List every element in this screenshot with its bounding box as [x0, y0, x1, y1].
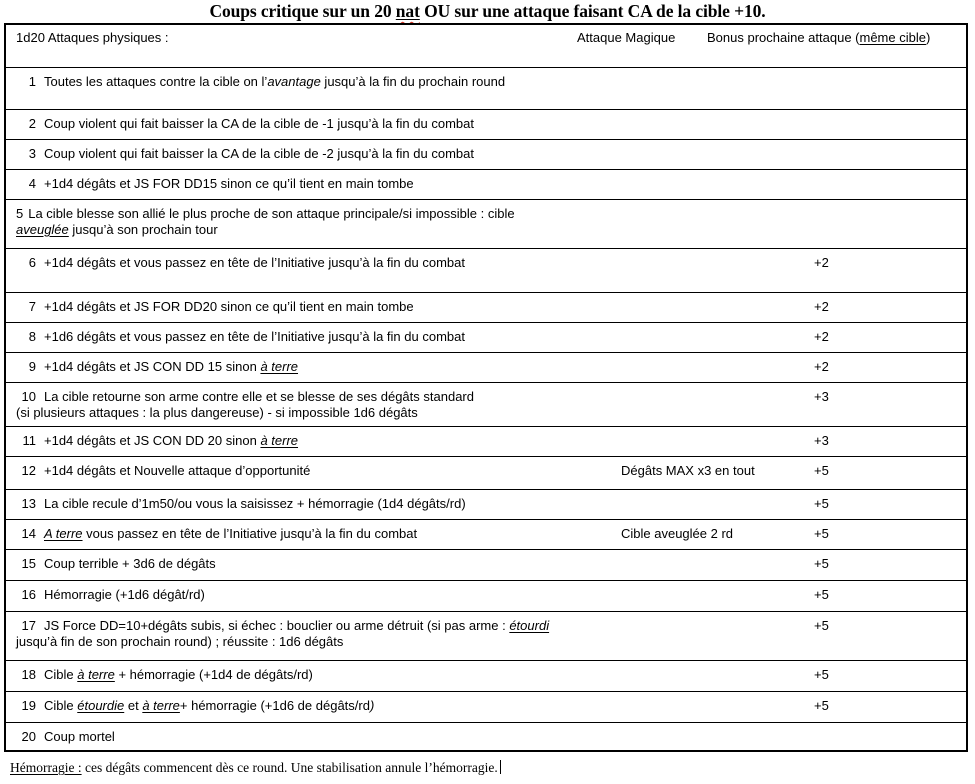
row-text-segment: aveuglée: [16, 222, 69, 237]
row-text-segment: Cible: [44, 667, 78, 682]
title-text-post: OU sur une attaque faisant CA de la cible +10.: [419, 1, 766, 21]
row-number: 3: [28, 146, 36, 161]
row-number: 4: [28, 176, 36, 191]
row-number: 17: [21, 618, 36, 633]
row-number: 9: [28, 359, 36, 374]
row-text: [16, 389, 696, 421]
table-row: [6, 292, 966, 322]
row-text: [16, 433, 696, 449]
row-text-segment: Toutes les attaques contre la cible on l’: [44, 74, 268, 89]
row-text-segment: avantage: [267, 74, 321, 89]
header-bonus-pre: Bonus prochaine attaque (: [707, 30, 860, 45]
row-number: 20: [21, 729, 36, 744]
row-text: [16, 496, 696, 512]
footnote-label: Hémorragie :: [10, 760, 82, 775]
row-text: [16, 359, 696, 375]
next-attack-bonus: +3: [814, 389, 829, 404]
row-text-segment: ): [369, 698, 375, 713]
table-row: [6, 611, 966, 660]
row-text: [16, 463, 696, 479]
table-row: [6, 580, 966, 611]
row-number: 18: [21, 667, 36, 682]
next-attack-bonus: +5: [814, 667, 829, 682]
row-text: [16, 299, 696, 315]
next-attack-bonus: +2: [814, 329, 829, 344]
next-attack-bonus: +5: [814, 698, 829, 713]
row-text-segment: +1d4 dégâts et JS FOR DD20 sinon ce qu’il tient en main tombe: [44, 299, 414, 314]
row-text-segment: étourdi: [509, 618, 550, 633]
row-text: [16, 176, 696, 192]
crit-table: [4, 23, 968, 752]
row-number: 14: [21, 526, 36, 541]
row-text-segment: +1d4 dégâts et JS CON DD 20 sinon: [44, 433, 261, 448]
next-attack-bonus: +5: [814, 618, 829, 633]
row-text: [16, 587, 696, 603]
row-text-segment: Coup mortel: [44, 729, 115, 744]
table-row: [6, 169, 966, 199]
table-row: [6, 456, 966, 489]
row-text: [16, 206, 696, 238]
next-attack-bonus: +5: [814, 587, 829, 602]
row-text-segment: jusqu’à fin de son prochain round) ; réussite : 1d6 dégâts: [16, 634, 344, 649]
footnote-text: ces dégâts commencent dès ce round. Une stabilisation annule l’hémorragie.: [81, 760, 498, 775]
row-number: 6: [28, 255, 36, 270]
row-text-segment: à terre: [260, 359, 299, 374]
row-text-segment: et: [124, 698, 143, 713]
row-number: 10: [21, 389, 36, 404]
next-attack-bonus: +5: [814, 526, 829, 541]
row-text: [16, 667, 696, 683]
row-number: 11: [22, 433, 36, 448]
row-text-segment: jusqu’à la fin du prochain round: [320, 74, 506, 89]
table-row: [6, 660, 966, 691]
row-number: 1: [28, 74, 36, 89]
next-attack-bonus: +5: [814, 556, 829, 571]
next-attack-bonus: +2: [814, 299, 829, 314]
page-title: [0, 1, 975, 22]
row-number: 8: [28, 329, 36, 344]
row-text-segment: (si plusieurs attaques : la plus dangereuse) - si impossible 1d6 dégâts: [16, 405, 418, 420]
row-text-segment: Hémorragie (+1d6 dégât/rd): [44, 587, 205, 602]
header-bonus-post: ): [925, 30, 931, 45]
row-number: 2: [28, 116, 36, 131]
row-number: 12: [21, 463, 36, 478]
text-cursor: [500, 760, 502, 774]
misspelled-word-underline: [396, 1, 420, 21]
header-bonus-underlined: même cible: [859, 30, 926, 45]
next-attack-bonus: +3: [814, 433, 829, 448]
table-row: [6, 722, 966, 750]
row-text-segment: +1d4 dégâts et JS FOR DD15 sinon ce qu’il tient en main tombe: [44, 176, 414, 191]
row-number: 16: [21, 587, 36, 602]
spellcheck-squiggle: nat: [395, 1, 420, 21]
row-text: [16, 556, 696, 572]
row-number: 15: [21, 556, 36, 571]
row-text-segment: + hémorragie (+1d4 de dégâts/rd): [114, 667, 313, 682]
row-text-segment: à terre: [77, 667, 115, 682]
row-text: [16, 146, 696, 162]
table-row: [6, 248, 966, 292]
row-number: 13: [21, 496, 36, 511]
row-number: 7: [28, 299, 36, 314]
row-number: 19: [21, 698, 36, 713]
row-text-segment: La cible blesse son allié le plus proche de son attaque principale/si impossible : cible: [28, 206, 515, 221]
row-text: [16, 255, 696, 271]
row-text-segment: Coup violent qui fait baisser la CA de la cible de -2 jusqu’à la fin du combat: [44, 146, 474, 161]
table-row: [6, 489, 966, 519]
row-text: [16, 74, 696, 90]
row-text: [16, 618, 696, 650]
next-attack-bonus: +2: [814, 255, 829, 270]
next-attack-bonus: +5: [814, 496, 829, 511]
table-row: [6, 352, 966, 382]
row-text-segment: +1d6 dégâts et vous passez en tête de l’Initiative jusqu’à la fin du combat: [44, 329, 465, 344]
row-text-segment: +1d4 dégâts et vous passez en tête de l’Initiative jusqu’à la fin du combat: [44, 255, 465, 270]
row-text-segment: JS Force DD=10+dégâts subis, si échec : bouclier ou arme détruit (si pas arme :: [44, 618, 510, 633]
row-text-segment: +1d4 dégâts et JS CON DD 15 sinon: [44, 359, 261, 374]
row-text-segment: La cible recule d’1m50/ou vous la saisissez + hémorragie (1d4 dégâts/rd): [44, 496, 466, 511]
row-text-segment: étourdie: [77, 698, 125, 713]
magic-attack-effect: Dégâts MAX x3 en tout: [621, 463, 755, 478]
row-text: [16, 526, 696, 542]
table-row: [6, 426, 966, 456]
row-text: [16, 698, 696, 714]
header-bonus: [707, 30, 930, 46]
row-text-segment: Cible: [44, 698, 78, 713]
next-attack-bonus: +2: [814, 359, 829, 374]
table-row: [6, 67, 966, 109]
next-attack-bonus: +5: [814, 463, 829, 478]
row-text-segment: Coup terrible + 3d6 de dégâts: [44, 556, 216, 571]
footnote: [10, 760, 501, 776]
table-row: [6, 549, 966, 580]
row-text-segment: jusqu’à son prochain tour: [68, 222, 218, 237]
row-text: [16, 329, 696, 345]
table-row: [6, 139, 966, 169]
title-text-pre: Coups critique sur un 20: [209, 1, 396, 21]
row-text-segment: + hémorragie (+1d6 de dégâts/rd: [179, 698, 370, 713]
header-physical-attacks: 1d20 Attaques physiques :: [16, 30, 169, 45]
table-row: [6, 322, 966, 352]
table-row: [6, 199, 966, 248]
row-text-segment: à terre: [260, 433, 299, 448]
table-header: [6, 25, 966, 67]
table-row: [6, 691, 966, 722]
header-attack-magic: Attaque Magique: [577, 30, 676, 45]
row-text-segment: vous passez en tête de l’Initiative jusqu’à la fin du combat: [82, 526, 418, 541]
table-row: [6, 519, 966, 549]
row-text-segment: +1d4 dégâts et Nouvelle attaque d’opportunité: [44, 463, 311, 478]
row-text-segment: A terre: [44, 526, 83, 541]
table-row: [6, 109, 966, 139]
row-text: [16, 729, 696, 745]
row-text-segment: à terre: [142, 698, 180, 713]
row-text-segment: La cible retourne son arme contre elle et se blesse de ses dégâts standard: [44, 389, 474, 404]
row-text-segment: Coup violent qui fait baisser la CA de la cible de -1 jusqu’à la fin du combat: [44, 116, 474, 131]
row-text: [16, 116, 696, 132]
table-row: [6, 382, 966, 426]
row-number: 5: [16, 206, 24, 221]
magic-attack-effect: Cible aveuglée 2 rd: [621, 526, 734, 541]
